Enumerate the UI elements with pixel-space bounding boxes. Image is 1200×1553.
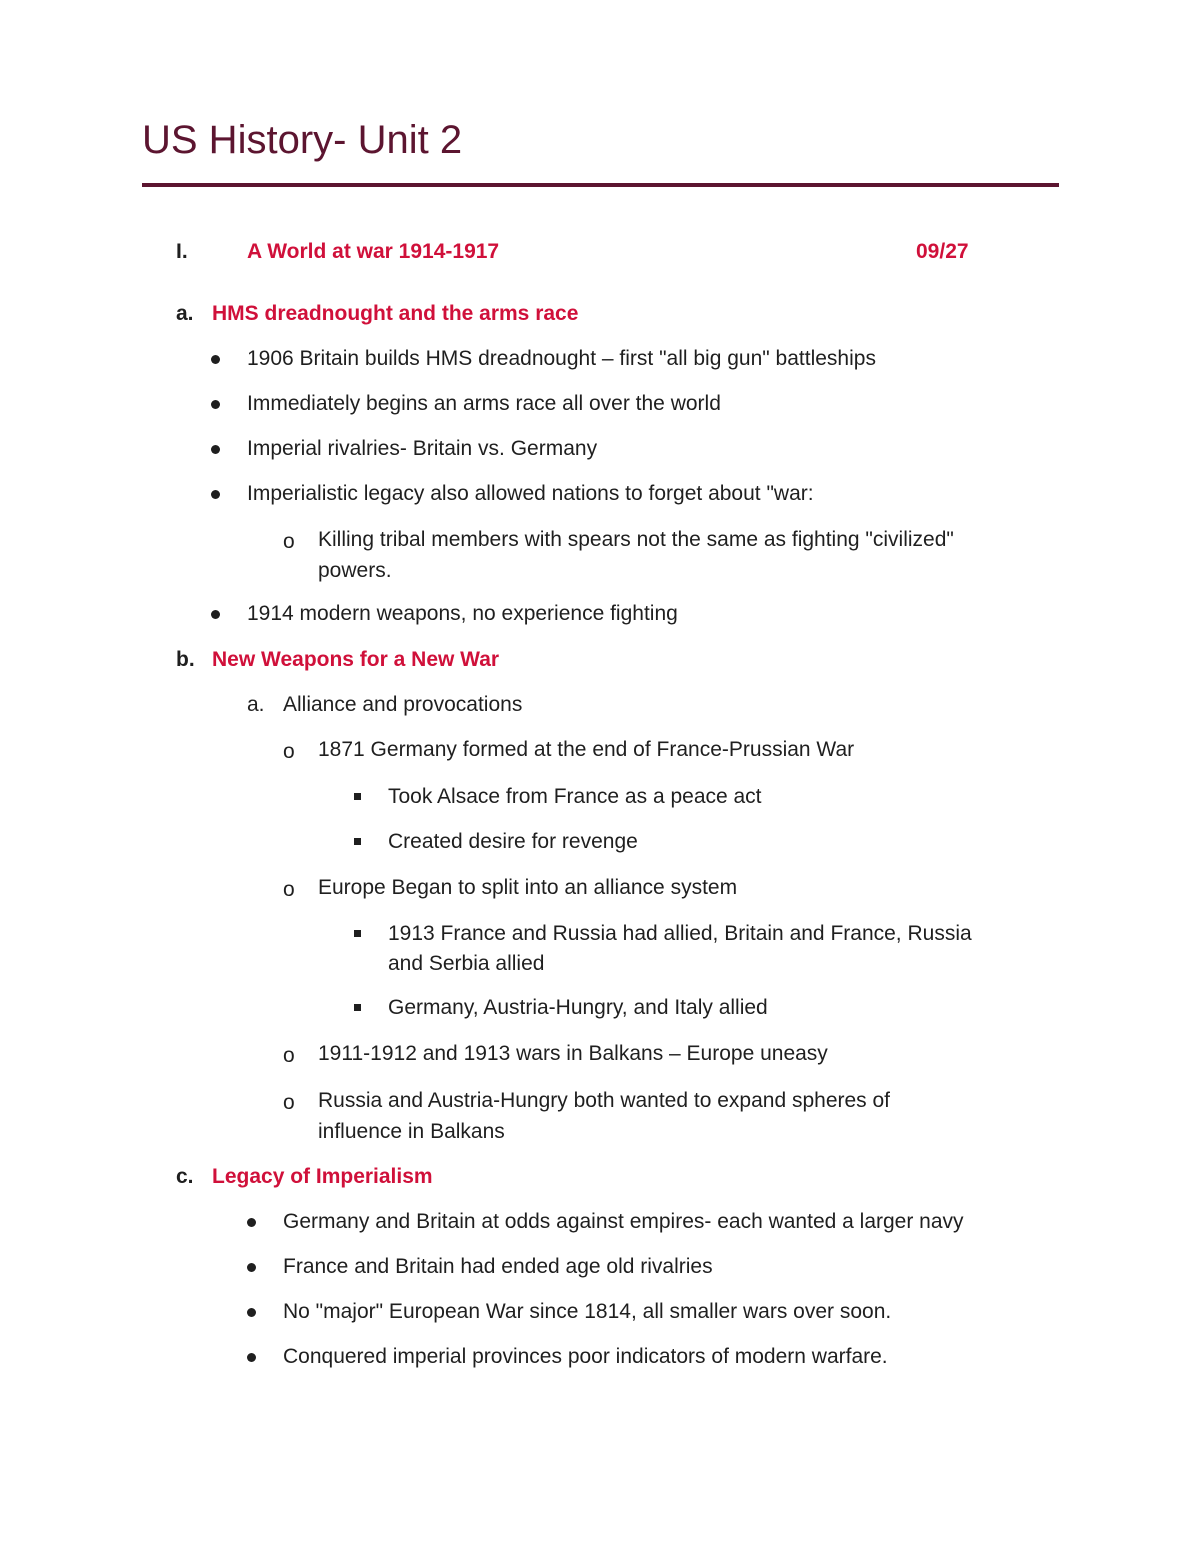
list-item: Immediately begins an arms race all over the world	[247, 392, 721, 415]
sub-bullet-marker: o	[283, 1091, 295, 1114]
list-item: Europe Began to split into an alliance system	[318, 876, 738, 899]
square-bullet	[354, 930, 361, 937]
sub-letter: a.	[247, 693, 265, 716]
title-rule	[142, 183, 1059, 187]
list-item: 1906 Britain builds HMS dreadnought – first "all big gun" battleships	[247, 347, 876, 370]
sub-bullet-marker: o	[283, 740, 295, 763]
bullet-dot	[211, 490, 220, 499]
list-item: Russia and Austria-Hungry both wanted to expand spheres of	[318, 1089, 891, 1112]
subsection-a-letter: a.	[176, 302, 194, 325]
sub-bullet-marker: o	[283, 1044, 295, 1067]
section-numeral: I.	[176, 240, 188, 263]
list-item-continuation: influence in Balkans	[318, 1120, 505, 1143]
list-item: France and Britain had ended age old rivalries	[283, 1255, 713, 1278]
sub-heading: Alliance and provocations	[283, 693, 523, 716]
list-item: Germany and Britain at odds against empires- each wanted a larger navy	[283, 1210, 964, 1233]
bullet-dot	[211, 400, 220, 409]
list-item: 1913 France and Russia had allied, Britain and France, Russia	[388, 922, 972, 945]
subsection-c-letter: c.	[176, 1165, 194, 1188]
square-bullet	[354, 1004, 361, 1011]
list-item-continuation: powers.	[318, 559, 392, 582]
list-item: Imperial rivalries- Britain vs. Germany	[247, 437, 598, 460]
bullet-dot	[247, 1263, 256, 1272]
section-date: 09/27	[916, 240, 969, 263]
subsection-c-heading: Legacy of Imperialism	[212, 1165, 433, 1188]
list-item: Killing tribal members with spears not the same as fighting "civilized"	[318, 528, 954, 551]
square-bullet	[354, 838, 361, 845]
subsection-b-letter: b.	[176, 648, 195, 671]
list-item: Conquered imperial provinces poor indicators of modern warfare.	[283, 1345, 888, 1368]
bullet-dot	[247, 1308, 256, 1317]
list-item: Created desire for revenge	[388, 830, 638, 853]
bullet-dot	[211, 610, 220, 619]
list-item: 1871 Germany formed at the end of France-Prussian War	[318, 738, 855, 761]
document-title: US History- Unit 2	[142, 118, 463, 162]
subsection-a-heading: HMS dreadnought and the arms race	[212, 302, 579, 325]
list-item: Took Alsace from France as a peace act	[388, 785, 762, 808]
list-item: Germany, Austria-Hungry, and Italy allied	[388, 996, 768, 1019]
list-item: 1914 modern weapons, no experience fighting	[247, 602, 678, 625]
section-heading: A World at war 1914-1917	[247, 240, 500, 263]
list-item: 1911-1912 and 1913 wars in Balkans – Europe uneasy	[318, 1042, 828, 1065]
bullet-dot	[247, 1353, 256, 1362]
bullet-dot	[247, 1218, 256, 1227]
subsection-b-heading: New Weapons for a New War	[212, 648, 500, 671]
square-bullet	[354, 793, 361, 800]
list-item: Imperialistic legacy also allowed nations to forget about "war:	[247, 482, 814, 505]
bullet-dot	[211, 445, 220, 454]
list-item-continuation: and Serbia allied	[388, 952, 545, 975]
sub-bullet-marker: o	[283, 530, 295, 553]
sub-bullet-marker: o	[283, 878, 295, 901]
list-item: No "major" European War since 1814, all smaller wars over soon.	[283, 1300, 892, 1323]
bullet-dot	[211, 355, 220, 364]
